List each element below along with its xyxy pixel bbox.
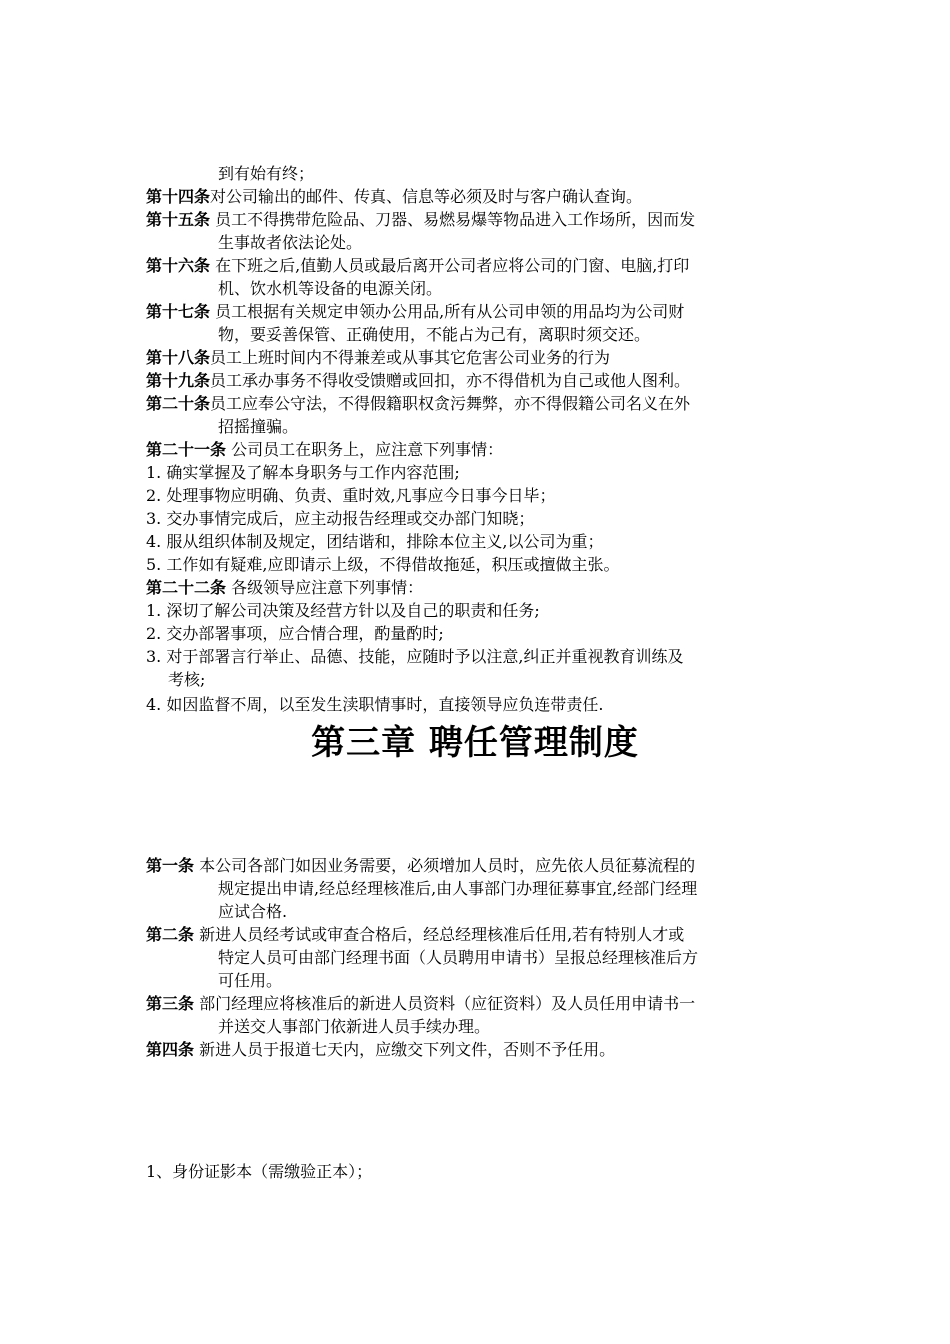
clause-continuation: 规定提出申请,经总经理核准后,由人事部门办理征募事宜,经部门经理 xyxy=(218,879,698,898)
clause-continuation: 到有始有终； xyxy=(218,164,315,183)
clause-4: 第四条 新进人员于报道七天内，应缴交下列文件，否则不予任用。 xyxy=(146,1040,616,1059)
clause-16: 第十六条 在下班之后,值勤人员或最后离开公司者应将公司的门窗、电脑,打印 xyxy=(146,256,690,275)
clause-heading: 第二十条 xyxy=(146,394,211,413)
clause-17: 第十七条 员工根据有关规定申领办公用品,所有从公司申领的用品均为公司财 xyxy=(146,302,685,321)
clause-3: 第三条 部门经理应将核准后的新进人员资料（应征资料）及人员任用申请书一 xyxy=(146,994,696,1013)
clause-heading: 第二十二条 xyxy=(146,578,227,597)
clause-heading: 第十八条 xyxy=(146,348,211,367)
list-item: 2. 处理事物应明确、负责、重时效,凡事应今日事今日毕； xyxy=(146,486,556,505)
clause-1: 第一条 本公司各部门如因业务需要，必须增加人员时，应先依人员征募流程的 xyxy=(146,856,696,875)
list-item: 2. 交办部署事项，应合情合理，酌量酌时; xyxy=(146,624,444,643)
clause-continuation: 机、饮水机等设备的电源关闭。 xyxy=(218,279,443,298)
clause-2: 第二条 新进人员经考试或审查合格后，经总经理核准后任用,若有特别人才或 xyxy=(146,925,685,944)
clause-21: 第二十一条 公司员工在职务上，应注意下列事情： xyxy=(146,440,504,459)
clause-heading: 第四条 xyxy=(146,1040,195,1059)
list-item: 3. 交办事情完成后，应主动报告经理或交办部门知晓； xyxy=(146,509,535,528)
clause-22: 第二十二条 各级领导应注意下列事情： xyxy=(146,578,424,597)
clause-15: 第十五条 员工不得携带危险品、刀器、易燃易爆等物品进入工作场所，因而发 xyxy=(146,210,696,229)
clause-heading: 第十四条 xyxy=(146,187,211,206)
clause-heading: 第二十一条 xyxy=(146,440,227,459)
list-item-continuation: 考核; xyxy=(168,670,206,689)
clause-heading: 第十六条 xyxy=(146,256,211,275)
clause-14: 第十四条对公司输出的邮件、传真、信息等必须及时与客户确认查询。 xyxy=(146,187,643,206)
list-item: 1. 确实掌握及了解本身职务与工作内容范围; xyxy=(146,463,460,482)
list-item: 4. 服从组织体制及规定，团结谐和，排除本位主义,以公司为重； xyxy=(146,532,604,551)
clause-continuation: 应试合格. xyxy=(218,902,288,921)
list-item: 3. 对于部署言行举止、品德、技能，应随时予以注意,纠正并重视教育训练及 xyxy=(146,647,684,666)
clause-heading: 第十七条 xyxy=(146,302,211,321)
list-item: 4. 如因监督不周，以至发生渎职情事时，直接领导应负连带责任. xyxy=(146,695,604,714)
clause-continuation: 招摇撞骗。 xyxy=(218,417,299,436)
clause-continuation: 并送交人事部门依新进人员手续办理。 xyxy=(218,1017,491,1036)
clause-heading: 第十九条 xyxy=(146,371,211,390)
clause-heading: 第一条 xyxy=(146,856,195,875)
clause-continuation: 物，要妥善保管、正确使用，不能占为己有，离职时须交还。 xyxy=(218,325,651,344)
clause-heading: 第三条 xyxy=(146,994,195,1013)
document-list-item: 1、身份证影本（需缴验正本）； xyxy=(146,1162,373,1181)
clause-heading: 第十五条 xyxy=(146,210,211,229)
list-item: 5. 工作如有疑难,应即请示上级，不得借故拖延，积压或擅做主张。 xyxy=(146,555,620,574)
clause-heading: 第二条 xyxy=(146,925,195,944)
chapter-title: 第三章 聘任管理制度 xyxy=(311,723,639,763)
clause-20: 第二十条员工应奉公守法，不得假籍职权贪污舞弊，亦不得假籍公司名义在外 xyxy=(146,394,691,413)
clause-continuation: 特定人员可由部门经理书面（人员聘用申请书）呈报总经理核准后方 xyxy=(218,948,699,967)
clause-continuation: 生事故者依法论处。 xyxy=(218,233,363,252)
clause-continuation: 可任用。 xyxy=(218,971,283,990)
clause-18: 第十八条员工上班时间内不得兼差或从事其它危害公司业务的行为 xyxy=(146,348,611,367)
clause-19: 第十九条员工承办事务不得收受馈赠或回扣，亦不得借机为自己或他人图利。 xyxy=(146,371,691,390)
list-item: 1. 深切了解公司决策及经营方针以及自己的职责和任务; xyxy=(146,601,540,620)
